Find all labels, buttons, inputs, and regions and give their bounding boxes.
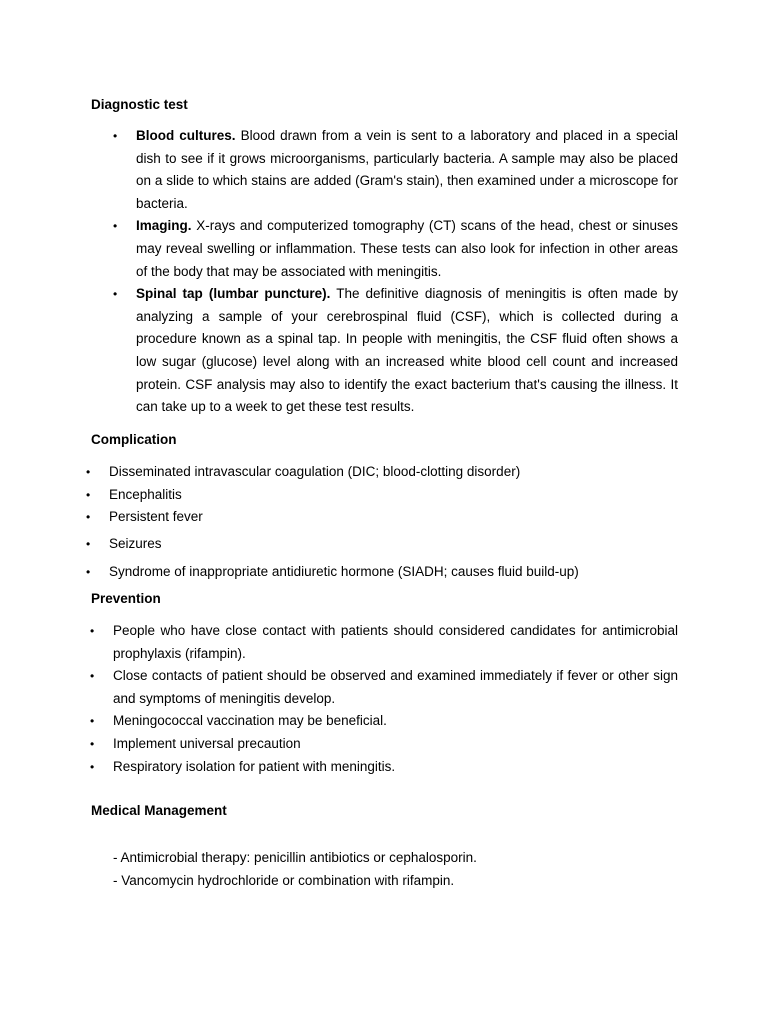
diagnostic-item-lead: Imaging. xyxy=(136,218,192,234)
complication-item xyxy=(0,507,768,527)
prevention-item xyxy=(0,665,678,710)
management-item: - Vancomycin hydrochloride or combination with rifampin. xyxy=(113,873,455,888)
prevention-heading: Prevention xyxy=(91,591,161,606)
diagnostic-item-blood-cultures xyxy=(0,125,678,215)
diagnostic-test-heading: Diagnostic test xyxy=(91,97,188,112)
bullet-icon: • xyxy=(86,565,91,579)
prevention-item xyxy=(0,710,678,733)
diagnostic-item-spinal-tap xyxy=(0,283,678,419)
diagnostic-item-text: X-rays and computerized tomography (CT) scans of the head, chest or sinuses may reveal swelling or inflammation. These tests can also look for infection in other areas of the body that may be associated with meningitis. xyxy=(136,218,678,279)
medical-management-list xyxy=(113,846,477,892)
complication-heading: Complication xyxy=(91,432,177,447)
diagnostic-item-text: Blood drawn from a vein is sent to a laboratory and placed in a special dish to see if it grows microorganisms, particularly bacteria. A sample may also be placed on a slide to which stains are added (Gram's stain), then examined under a microscope for bacteria. xyxy=(136,128,678,211)
bullet-icon: • xyxy=(90,759,95,774)
prevention-item-text: Close contacts of patient should be observed and examined immediately if fever or other sign and symptoms of meningitis develop. xyxy=(113,668,678,706)
complication-item-text: Disseminated intravascular coagulation (DIC; blood-clotting disorder) xyxy=(109,464,521,479)
bullet-icon: • xyxy=(90,669,95,684)
complication-item-text: Encephalitis xyxy=(109,487,182,502)
diagnostic-item-lead: Spinal tap (lumbar puncture). xyxy=(136,286,331,302)
prevention-item-text: Respiratory isolation for patient with meningitis. xyxy=(113,758,396,774)
prevention-item-text: Meningococcal vaccination may be beneficial. xyxy=(113,713,387,729)
diagnostic-item-lead: Blood cultures. xyxy=(136,128,236,143)
prevention-item xyxy=(0,733,678,756)
complication-item xyxy=(0,562,768,582)
prevention-item-text: Implement universal precaution xyxy=(113,735,301,751)
bullet-icon: • xyxy=(86,537,91,551)
prevention-item xyxy=(0,756,678,779)
bullet-icon: • xyxy=(90,714,95,729)
bullet-icon: • xyxy=(90,624,95,638)
complication-item-text: Seizures xyxy=(109,536,162,551)
diagnostic-test-list xyxy=(0,125,768,419)
prevention-item xyxy=(0,620,678,665)
complication-item-text: Persistent fever xyxy=(109,509,203,524)
medical-management-heading: Medical Management xyxy=(91,803,227,818)
complication-item xyxy=(0,462,768,482)
bullet-icon: • xyxy=(86,488,91,502)
management-item: - Antimicrobial therapy: penicillin antibiotics or cephalosporin. xyxy=(113,850,477,865)
bullet-icon: • xyxy=(113,129,118,143)
diagnostic-item-text: The definitive diagnosis of meningitis is often made by analyzing a sample of your cerebrospinal fluid (CSF), which is collected during a procedure known as a spinal tap. In people with meningitis, the CSF fluid often shows a low sugar (glucose) level along with an increased white blood cell count and increased protein. CSF analysis may also to identify the exact bacterium that's causing the illness. It can take up to a week to get these test results. xyxy=(136,286,678,415)
complication-item xyxy=(0,485,768,505)
complication-item-text: Syndrome of inappropriate antidiuretic hormone (SIADH; causes fluid build-up) xyxy=(109,564,579,579)
bullet-icon: • xyxy=(90,736,95,751)
bullet-icon: • xyxy=(113,287,118,302)
complication-item xyxy=(0,534,768,554)
prevention-item-text: People who have close contact with patients should considered candidates for antimicrobial prophylaxis (rifampin). xyxy=(113,623,678,661)
bullet-icon: • xyxy=(86,510,91,524)
bullet-icon: • xyxy=(113,219,118,234)
diagnostic-item-imaging xyxy=(0,215,678,283)
prevention-list xyxy=(0,620,768,778)
bullet-icon: • xyxy=(86,465,91,479)
